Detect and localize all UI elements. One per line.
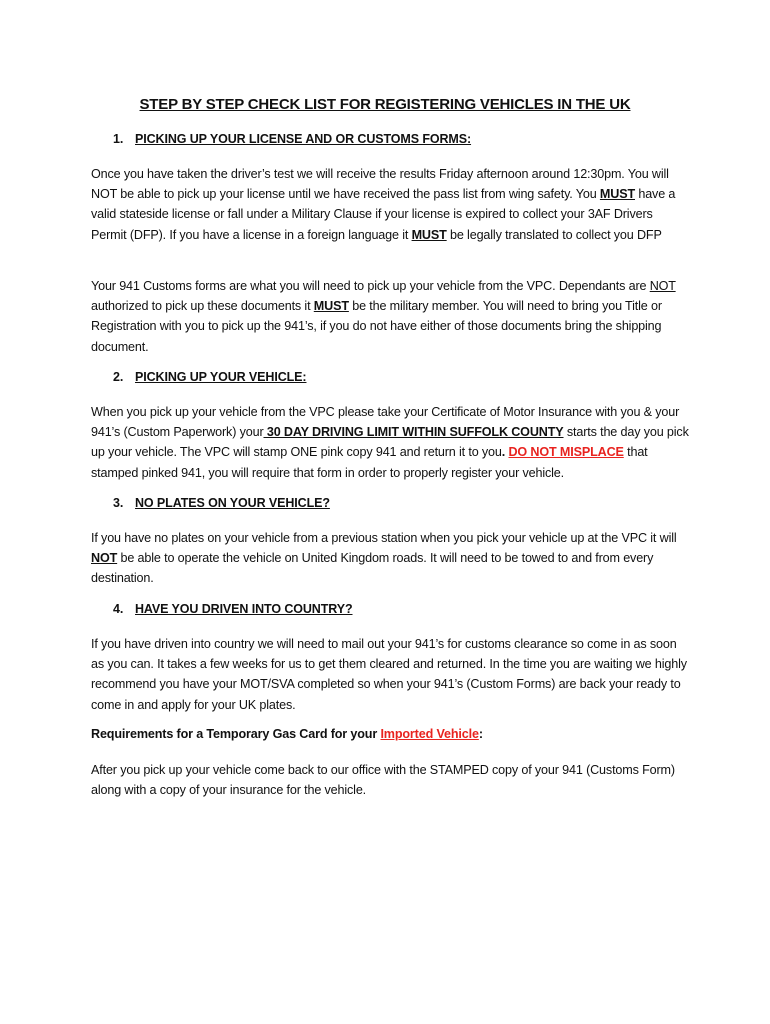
emphasis-driving-limit: 30 DAY DRIVING LIMIT WITHIN SUFFOLK COUNTY bbox=[263, 425, 564, 440]
section-4-paragraph-1: If you have driven into country we will need to mail out your 941’s for customs clearance so come in as soon as you can. It takes a few weeks for us to get them cleared and returned. In the time you are waiting we highly recommend you have your MOT/SVA completed so when your 941’s (Custom Forms) are back your ready to come in and apply for your UK plates. bbox=[91, 637, 687, 712]
section-2-number: 2. bbox=[113, 370, 124, 384]
requirements-heading: Requirements for a Temporary Gas Card for your Imported Vehicle: bbox=[91, 727, 483, 741]
section-3-title: NO PLATES ON YOUR VEHICLE? bbox=[135, 496, 330, 510]
section-4-heading bbox=[113, 602, 353, 616]
imported-vehicle-link[interactable]: Imported Vehicle bbox=[380, 727, 479, 741]
section-1-title: PICKING UP YOUR LICENSE AND OR CUSTOMS FORMS: bbox=[135, 132, 472, 146]
section-3-number: 3. bbox=[113, 496, 124, 510]
emphasis-do-not-misplace: DO NOT MISPLACE bbox=[508, 445, 624, 460]
section-1-paragraph-2: Your 941 Customs forms are what you will need to pick up your vehicle from the VPC. Dependants are NOT authorized to pick up these documents it MUST be the military member. You will need to bring you Title or Registration with you to pick up the 941’s, if you do not have either of those documents bring the shipping document. bbox=[91, 279, 676, 354]
section-1-paragraph-1: Once you have taken the driver’s test we will receive the results Friday afternoon around 12:30pm. You will NOT be able to pick up your license until we have received the pass list from wing safety. You MUST have a valid stateside license or fall under a Military Clause if your license is expired to collect your 3AF Drivers Permit (DFP). If you have a license in a foreign language it MUST be legally translated to collect you DFP bbox=[91, 167, 676, 242]
emphasis-must: MUST bbox=[313, 299, 349, 314]
section-4-number: 4. bbox=[113, 602, 124, 616]
emphasis-must: MUST bbox=[411, 227, 447, 242]
section-1-number: 1. bbox=[113, 132, 124, 146]
emphasis-not: NOT bbox=[91, 551, 118, 566]
section-2-paragraph-1: When you pick up your vehicle from the VPC please take your Certificate of Motor Insurance with you & your 941’s (Custom Paperwork) your 30 DAY DRIVING LIMIT WITHIN SUFFOLK COUNTY starts the day you pick up your vehicle. The VPC will stamp ONE pink copy 941 and return it to you. DO NOT MISPLACE that stamped pinked 941, you will require that form in order to properly register your vehicle. bbox=[91, 405, 689, 480]
emphasis-not: NOT bbox=[649, 279, 676, 293]
page-title: STEP BY STEP CHECK LIST FOR REGISTERING VEHICLES IN THE UK bbox=[139, 96, 631, 113]
requirements-paragraph: After you pick up your vehicle come back to our office with the STAMPED copy of your 941 (Customs Form) along with a copy of your insurance for the vehicle. bbox=[91, 763, 675, 798]
emphasis-must: MUST bbox=[599, 187, 635, 202]
section-2-heading bbox=[113, 370, 306, 384]
section-3-paragraph-1: If you have no plates on your vehicle from a previous station when you pick your vehicle up at the VPC it will NOT be able to operate the vehicle on United Kingdom roads. It will need to be towed to and from every destination. bbox=[91, 531, 677, 586]
section-2-title: PICKING UP YOUR VEHICLE: bbox=[135, 370, 307, 384]
section-4-title: HAVE YOU DRIVEN INTO COUNTRY? bbox=[135, 602, 353, 616]
section-3-heading bbox=[113, 496, 330, 510]
section-1-heading bbox=[113, 132, 471, 146]
